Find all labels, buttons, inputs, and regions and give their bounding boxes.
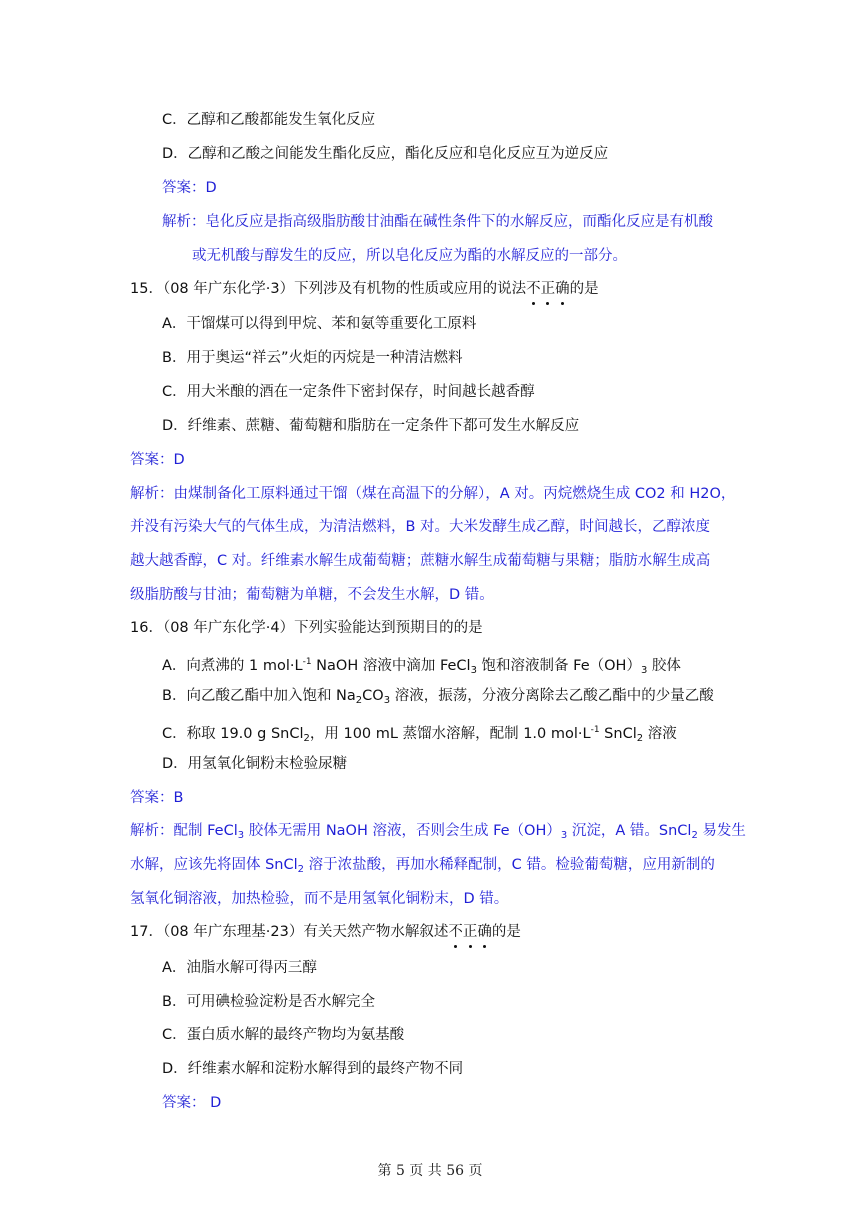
text: ，用 100 mL 蒸馏水溶解，配制 1.0 mol·L [309, 726, 591, 742]
q17-stem [130, 922, 521, 942]
text: 溶于浓盐酸，再加水稀释配制，C 错。检验葡萄糖，应用新制的 [304, 857, 715, 873]
q17-answer: 答案： D [162, 1095, 222, 1111]
text: SnCl [599, 726, 637, 742]
q16-option-c [162, 720, 677, 749]
q15-answer: 答案：D [130, 452, 185, 468]
emphasis-char: 确 [477, 924, 492, 940]
subscript: 3 [237, 830, 245, 841]
q17-option-d: D．纤维素水解和淀粉水解得到的最终产物不同 [162, 1061, 464, 1077]
text: B．向乙酸乙酯中加入饱和 Na [162, 688, 356, 704]
q14-analysis-line-1: 解析：皂化反应是指高级脂肪酸甘油酯在碱性条件下的水解反应，而酯化反应是有机酸 [162, 214, 713, 230]
subscript: 3 [383, 695, 391, 706]
q14-option-c: C．乙醇和乙酸都能发生氧化反应 [162, 112, 376, 128]
q16-analysis-line-3: 氢氧化铜溶液，加热检验，而不是用氢氧化铜粉末，D 错。 [130, 891, 509, 907]
text: NaOH 溶液中滴加 FeCl [311, 658, 471, 674]
q15-analysis-line-1: 解析：由煤制备化工原料通过干馏（煤在高温下的分解），A 对。丙烷燃烧生成 CO2 和 H2O， [130, 486, 736, 502]
q15-option-c: C．用大米酿的酒在一定条件下密封保存，时间越长越香醇 [162, 384, 535, 400]
q17-option-c: C．蛋白质水解的最终产物均为氨基酸 [162, 1027, 405, 1043]
emphasis-char: 不 [448, 924, 463, 940]
text: 胶体 [647, 658, 681, 674]
q15-stem [130, 279, 599, 299]
text: 解析：配制 FeCl [130, 823, 238, 839]
superscript: -1 [590, 725, 600, 735]
q15-analysis-line-3: 越大越香醇，C 对。纤维素水解生成葡萄糖；蔗糖水解生成葡萄糖与果糖；脂肪水解生成高 [130, 553, 711, 569]
q17-stem-text: 17．（08 年广东理基·23）有关天然产物水解叙述 [130, 924, 449, 940]
subscript: 2 [297, 864, 305, 875]
page-footer: 第 5 页 共 56 页 [377, 1163, 483, 1179]
q14-option-d: D．乙醇和乙酸之间能发生酯化反应，酯化反应和皂化反应互为逆反应 [162, 146, 609, 162]
q15-option-d: D．纤维素、蔗糖、葡萄糖和脂肪在一定条件下都可发生水解反应 [162, 418, 580, 434]
q16-stem: 16．（08 年广东化学·4）下列实验能达到预期目的的是 [130, 620, 483, 636]
text: C．称取 19.0 g SnCl [162, 726, 304, 742]
text: 饱和溶液制备 Fe（OH） [476, 658, 641, 674]
text: 沉淀，A 错。SnCl [567, 823, 692, 839]
q16-analysis-line-1 [130, 821, 746, 846]
subscript: 3 [560, 830, 568, 841]
text: CO [362, 688, 384, 704]
q16-option-d: D．用氢氧化铜粉末检验尿糖 [162, 756, 348, 772]
q17-option-b: B．可用碘检验淀粉是否水解完全 [162, 994, 375, 1010]
emphasis-char: 不 [526, 281, 541, 297]
text: 溶液 [643, 726, 677, 742]
text: A．向煮沸的 1 mol·L [162, 658, 303, 674]
q15-stem-end: 的是 [569, 281, 599, 297]
text: 溶液，振荡，分液分离除去乙酸乙酯中的少量乙酸 [390, 688, 714, 704]
text: 水解，应该先将固体 SnCl [130, 857, 298, 873]
emphasis-char: 确 [555, 281, 570, 297]
text: 易发生 [697, 823, 746, 839]
q15-option-a: A．干馏煤可以得到甲烷、苯和氨等重要化工原料 [162, 316, 477, 332]
q17-stem-end: 的是 [491, 924, 521, 940]
q16-option-b [162, 686, 714, 711]
q15-option-b: B．用于奥运“祥云”火炬的丙烷是一种清洁燃料 [162, 350, 463, 366]
superscript: -1 [302, 657, 312, 667]
subscript: 2 [691, 830, 698, 841]
subscript: 3 [470, 665, 477, 676]
emphasis-char: 正 [540, 281, 556, 297]
q17-option-a: A．油脂水解可得丙三醇 [162, 960, 317, 976]
q15-stem-text: 15．（08 年广东化学·3）下列涉及有机物的性质或应用的说法 [130, 281, 527, 297]
q14-answer: 答案：D [162, 180, 217, 196]
q16-answer: 答案：B [130, 790, 184, 806]
subscript: 3 [640, 665, 648, 676]
subscript: 2 [355, 695, 363, 706]
text: 胶体无需用 NaOH 溶液，否则会生成 Fe（OH） [244, 823, 561, 839]
q15-analysis-line-4: 级脂肪酸与甘油；葡萄糖为单糖，不会发生水解，D 错。 [130, 587, 494, 603]
q16-option-a [162, 652, 681, 681]
emphasis-char: 正 [462, 924, 478, 940]
q15-analysis-line-2: 并没有污染大气的气体生成，为清洁燃料，B 对。大米发酵生成乙醇，时间越长，乙醇浓度 [130, 519, 711, 535]
q16-analysis-line-2 [130, 855, 715, 880]
subscript: 2 [636, 733, 644, 744]
subscript: 2 [303, 733, 310, 744]
q14-analysis-line-2: 或无机酸与醇发生的反应，所以皂化反应为酯的水解反应的一部分。 [192, 248, 627, 264]
